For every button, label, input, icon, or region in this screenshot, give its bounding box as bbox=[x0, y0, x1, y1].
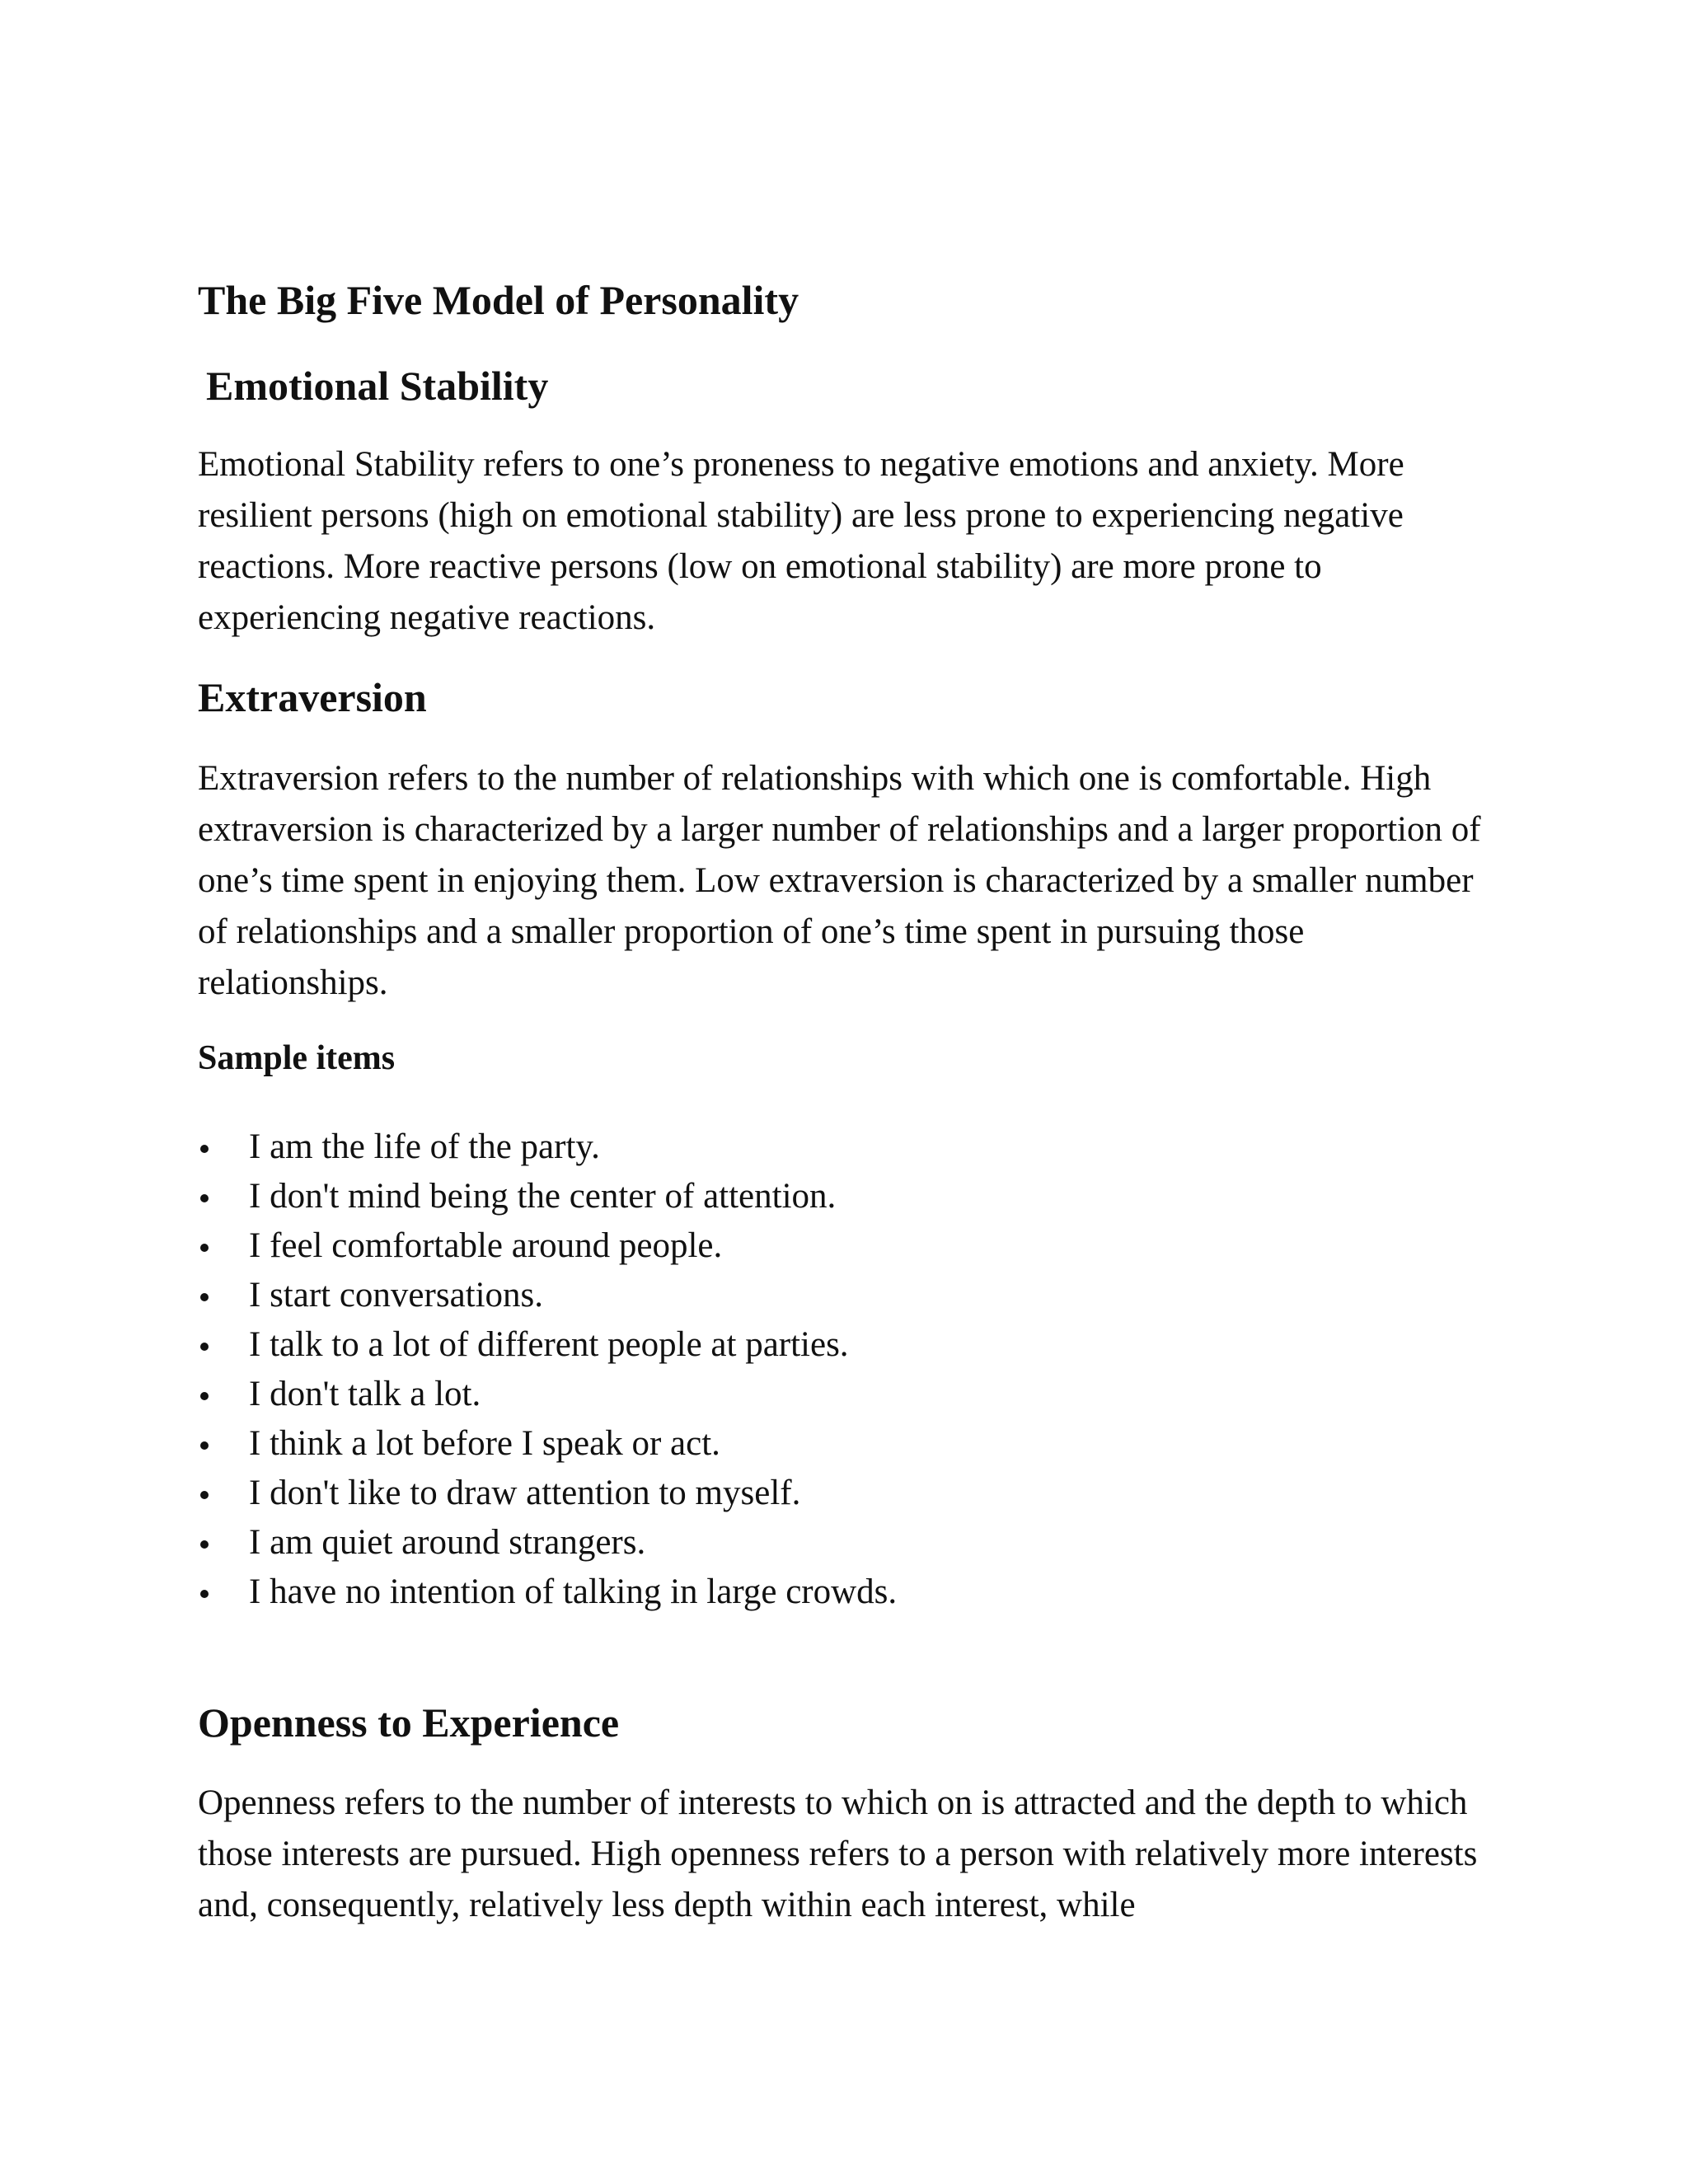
list-item-text: I have no intention of talking in large crowds. bbox=[249, 1572, 898, 1611]
list-item bbox=[198, 1419, 1434, 1469]
list-item-text: I don't like to draw attention to myself. bbox=[249, 1474, 801, 1512]
bullet-icon bbox=[200, 1491, 209, 1499]
openness-heading: Openness to Experience bbox=[198, 1699, 620, 1746]
document-title: The Big Five Model of Personality bbox=[198, 277, 799, 323]
list-item bbox=[198, 1518, 1434, 1568]
list-item-text: I talk to a lot of different people at parties. bbox=[249, 1325, 849, 1364]
extraversion-paragraph: Extraversion refers to the number of relationships with which one is comfortable. High extraversion is characterized by a larger number of relationships and a larger proportion of one’s time spent in enjoying them. Low extraversion is characterized by a smaller number of relationships and a smaller proportion of one’s time spent in pursuing those relationships. bbox=[198, 759, 1481, 1002]
openness-paragraph: Openness refers to the number of interests to which on is attracted and the depth to which those interests are pursued. High openness refers to a person with relatively more interests and, consequently, relatively less depth within each interest, while bbox=[198, 1783, 1478, 1924]
list-item bbox=[198, 1370, 1434, 1419]
bullet-icon bbox=[200, 1194, 209, 1202]
sample-items-list bbox=[198, 1122, 1434, 1617]
list-item-text: I start conversations. bbox=[249, 1276, 544, 1315]
bullet-icon bbox=[200, 1293, 209, 1301]
bullet-icon bbox=[200, 1244, 209, 1252]
list-item-text: I am the life of the party. bbox=[249, 1127, 600, 1166]
extraversion-heading: Extraversion bbox=[198, 674, 427, 720]
list-item bbox=[198, 1122, 1434, 1172]
bullet-icon bbox=[200, 1590, 209, 1598]
bullet-icon bbox=[200, 1145, 209, 1153]
bullet-icon bbox=[200, 1392, 209, 1400]
bullet-icon bbox=[200, 1441, 209, 1450]
list-item bbox=[198, 1320, 1434, 1370]
list-item bbox=[198, 1221, 1434, 1271]
sample-items-heading: Sample items bbox=[198, 1039, 396, 1077]
emotional-stability-heading: Emotional Stability bbox=[206, 363, 549, 409]
list-item-text: I think a lot before I speak or act. bbox=[249, 1424, 720, 1463]
list-item bbox=[198, 1469, 1434, 1518]
bullet-icon bbox=[200, 1540, 209, 1549]
bullet-icon bbox=[200, 1343, 209, 1351]
list-item bbox=[198, 1172, 1434, 1221]
list-item bbox=[198, 1271, 1434, 1320]
list-item-text: I am quiet around strangers. bbox=[249, 1523, 646, 1562]
list-item-text: I feel comfortable around people. bbox=[249, 1226, 723, 1265]
list-item bbox=[198, 1568, 1434, 1617]
list-item-text: I don't mind being the center of attention. bbox=[249, 1177, 837, 1216]
emotional-stability-paragraph: Emotional Stability refers to one’s proneness to negative emotions and anxiety. More resilient persons (high on emotional stability) are less prone to experiencing negative reactions. More reactive persons (low on emotional stability) are more prone to experiencing negative reactions. bbox=[198, 445, 1404, 637]
list-item-text: I don't talk a lot. bbox=[249, 1375, 481, 1413]
